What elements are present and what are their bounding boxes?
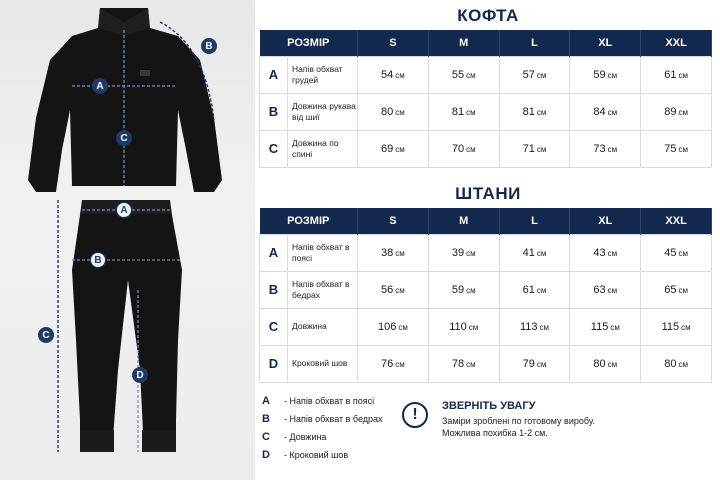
measurement-value: 84 [593, 105, 606, 118]
measurement-value-cell [641, 271, 712, 308]
size-header-xxl: XXL [641, 30, 712, 56]
measurement-value: 81 [451, 105, 465, 118]
measurement-unit: см [536, 285, 547, 295]
measurement-value-cell [499, 130, 570, 167]
measurement-value: 41 [522, 246, 535, 259]
measurement-value: 110 [449, 320, 467, 333]
measurement-value: 80 [593, 357, 606, 370]
size-header-l: L [499, 208, 570, 234]
measurement-value: 78 [451, 357, 465, 370]
measurement-value-cell [358, 56, 429, 93]
size-header-xl: XL [570, 30, 641, 56]
pants-badge-a: A [116, 202, 132, 218]
measurement-unit: см [395, 144, 405, 154]
measurement-value: 63 [593, 283, 606, 296]
measurement-value: 54 [381, 68, 394, 81]
legend-item [262, 392, 383, 410]
measurement-unit: см [607, 359, 618, 369]
measurement-value: 61 [664, 68, 677, 81]
measurement-value: 45 [664, 246, 677, 259]
measurement-unit: см [466, 144, 476, 154]
legend-text: Кроковий шов [289, 450, 349, 460]
measurement-unit: см [466, 248, 476, 258]
measurement-description: Кроковий шов [288, 345, 358, 382]
measurement-unit: см [536, 107, 547, 117]
pants-table-row [260, 308, 712, 345]
measurement-description: Напів обхват грудей [288, 56, 358, 93]
pants-table-row [260, 345, 712, 382]
measurement-unit: см [678, 285, 688, 295]
jacket-badge-b: B [201, 38, 217, 54]
measurement-letter: D [260, 345, 288, 382]
measurement-value-cell [641, 56, 712, 93]
measurement-value: 56 [381, 283, 394, 296]
jacket-section-title: КОФТА [457, 6, 519, 25]
measurement-value: 59 [593, 68, 606, 81]
legend-separator: - [284, 414, 287, 424]
legend-text: Довжина [289, 432, 327, 442]
measurement-unit: см [607, 248, 618, 258]
measurement-value-cell [358, 93, 429, 130]
jacket-badge-a: A [92, 78, 108, 94]
exclamation-icon: ! [402, 402, 428, 428]
measurement-description: Напів обхват в поясі [288, 234, 358, 271]
measurement-value: 79 [522, 357, 535, 370]
size-header-s: S [358, 208, 429, 234]
measurement-value-cell [358, 130, 429, 167]
measurement-letter: A [260, 234, 288, 271]
measurement-value-cell [358, 234, 429, 271]
measurement-unit: см [681, 322, 691, 332]
measurement-description: Напів обхват в бедрах [288, 271, 358, 308]
measurement-unit: см [536, 144, 547, 154]
measurement-value-cell [428, 234, 499, 271]
legend-letter: A [262, 395, 270, 407]
measurement-value: 73 [593, 142, 606, 155]
measurement-legend [262, 392, 383, 464]
measurement-value-cell [570, 56, 641, 93]
measurement-value-cell [570, 130, 641, 167]
measurement-letter: B [260, 271, 288, 308]
measurement-value: 115 [661, 320, 680, 333]
measurement-unit: см [678, 359, 688, 369]
measurement-value: 43 [593, 246, 606, 259]
measurement-unit: см [607, 70, 618, 80]
size-header-label: РОЗМІР [260, 208, 358, 234]
measurement-unit: см [466, 70, 476, 80]
notice-text [442, 415, 692, 439]
measurement-unit: см [398, 322, 408, 332]
jacket-table-row [260, 56, 712, 93]
measurement-value-cell [428, 56, 499, 93]
measurement-unit: см [610, 322, 620, 332]
measurement-value: 81 [522, 105, 535, 118]
measurement-letter: C [260, 308, 288, 345]
notice-line: Можлива похибка 1-2 см. [442, 428, 548, 438]
measurement-value-cell [358, 308, 429, 345]
measurement-value-cell [428, 308, 499, 345]
measurement-unit: см [607, 107, 618, 117]
measurement-value: 65 [664, 283, 677, 296]
pants-size-table [259, 208, 712, 383]
measurement-unit: см [678, 144, 688, 154]
pants-badge-b: B [90, 252, 106, 268]
measurement-value: 71 [522, 142, 535, 155]
measurement-unit: см [395, 285, 405, 295]
pants-badge-c: C [38, 327, 54, 343]
measurement-value: 55 [451, 68, 465, 81]
size-header-s: S [358, 30, 429, 56]
pants-table-row [260, 271, 712, 308]
measurement-value: 76 [381, 357, 394, 370]
garment-illustration [0, 0, 255, 480]
pants-table-header [260, 208, 712, 234]
measurement-value: 70 [451, 142, 465, 155]
measurement-unit: см [466, 285, 476, 295]
pants-table-body [260, 234, 712, 382]
measurement-value-cell [641, 345, 712, 382]
garment-illustration-panel [0, 0, 255, 480]
measurement-value-cell [428, 130, 499, 167]
size-header-xl: XL [570, 208, 641, 234]
size-header-m: M [428, 208, 499, 234]
measurement-unit: см [468, 322, 479, 332]
legend-item [262, 446, 383, 464]
measurement-value: 61 [522, 283, 535, 296]
measurement-value-cell [570, 271, 641, 308]
measurement-value: 75 [664, 142, 677, 155]
measurement-value-cell [428, 93, 499, 130]
measurement-value-cell [499, 271, 570, 308]
jacket-table-header [260, 30, 712, 56]
measurement-value: 113 [519, 320, 538, 333]
legend-letter: D [262, 449, 270, 461]
measurement-description: Довжина по спині [288, 130, 358, 167]
measurement-value: 106 [377, 320, 397, 333]
legend-separator: - [284, 432, 287, 442]
measurement-unit: см [607, 285, 618, 295]
jacket-badge-c: C [116, 130, 132, 146]
legend-text: Напів обхват в поясі [289, 396, 375, 406]
measurement-value: 89 [664, 105, 677, 118]
legend-letter: B [262, 413, 270, 425]
legend-item [262, 428, 383, 446]
measurement-value: 80 [664, 357, 677, 370]
jacket-table-row [260, 130, 712, 167]
legend-letter: C [262, 431, 270, 443]
measurement-unit: см [678, 70, 688, 80]
measurement-unit: см [539, 322, 550, 332]
measurement-value-cell [641, 234, 712, 271]
measurement-unit: см [536, 359, 547, 369]
measurement-description: Довжина рукава від шиї [288, 93, 358, 130]
measurement-value: 69 [381, 142, 394, 155]
measurement-value: 57 [522, 68, 535, 81]
measurement-letter: A [260, 56, 288, 93]
measurement-value-cell [499, 93, 570, 130]
jacket-image [28, 8, 222, 192]
measurement-letter: C [260, 130, 288, 167]
measurement-value-cell [428, 345, 499, 382]
measurement-value-cell [570, 93, 641, 130]
measurement-value: 38 [381, 246, 394, 259]
legend-item [262, 410, 383, 428]
pants-table-row [260, 234, 712, 271]
measurement-unit: см [678, 107, 688, 117]
measurement-value: 115 [590, 320, 609, 333]
pants-badge-d: D [132, 367, 148, 383]
measurement-description: Довжина [288, 308, 358, 345]
measurement-value-cell [499, 308, 570, 345]
jacket-table-body [260, 56, 712, 167]
jacket-size-table [259, 30, 712, 168]
notice-title: ЗВЕРНІТЬ УВАГУ [442, 400, 536, 412]
measurement-value-cell [358, 271, 429, 308]
measurement-value-cell [570, 308, 641, 345]
measurement-unit: см [536, 248, 547, 258]
size-header-l: L [499, 30, 570, 56]
measurement-value: 59 [451, 283, 465, 296]
pants-section-title: ШТАНИ [455, 184, 521, 203]
measurement-unit: см [395, 359, 405, 369]
measurement-value-cell [428, 271, 499, 308]
measurement-unit: см [607, 144, 618, 154]
legend-separator: - [284, 396, 287, 406]
size-header-xxl: XXL [641, 208, 712, 234]
notice-line: Заміри зроблені по готовому виробу. [442, 416, 595, 426]
measurement-unit: см [395, 70, 405, 80]
measurement-value-cell [499, 56, 570, 93]
measurement-value: 39 [451, 246, 465, 259]
measurement-value: 80 [381, 105, 394, 118]
measurement-value-cell [570, 234, 641, 271]
jacket-table-row [260, 93, 712, 130]
size-header-label: РОЗМІР [260, 30, 358, 56]
legend-text: Напів обхват в бедрах [289, 414, 383, 424]
size-header-m: M [428, 30, 499, 56]
measurement-unit: см [466, 359, 476, 369]
measurement-value-cell [641, 93, 712, 130]
legend-separator: - [284, 450, 287, 460]
measurement-letter: B [260, 93, 288, 130]
measurement-value-cell [570, 345, 641, 382]
measurement-value-cell [641, 308, 712, 345]
measurement-value-cell [641, 130, 712, 167]
measurement-unit: см [395, 248, 405, 258]
measurement-value-cell [358, 345, 429, 382]
measurement-unit: см [466, 107, 476, 117]
measurement-unit: см [678, 248, 688, 258]
measurement-value-cell [499, 345, 570, 382]
measurement-unit: см [536, 70, 547, 80]
pants-image [72, 200, 182, 452]
measurement-unit: см [395, 107, 405, 117]
measurement-value-cell [499, 234, 570, 271]
